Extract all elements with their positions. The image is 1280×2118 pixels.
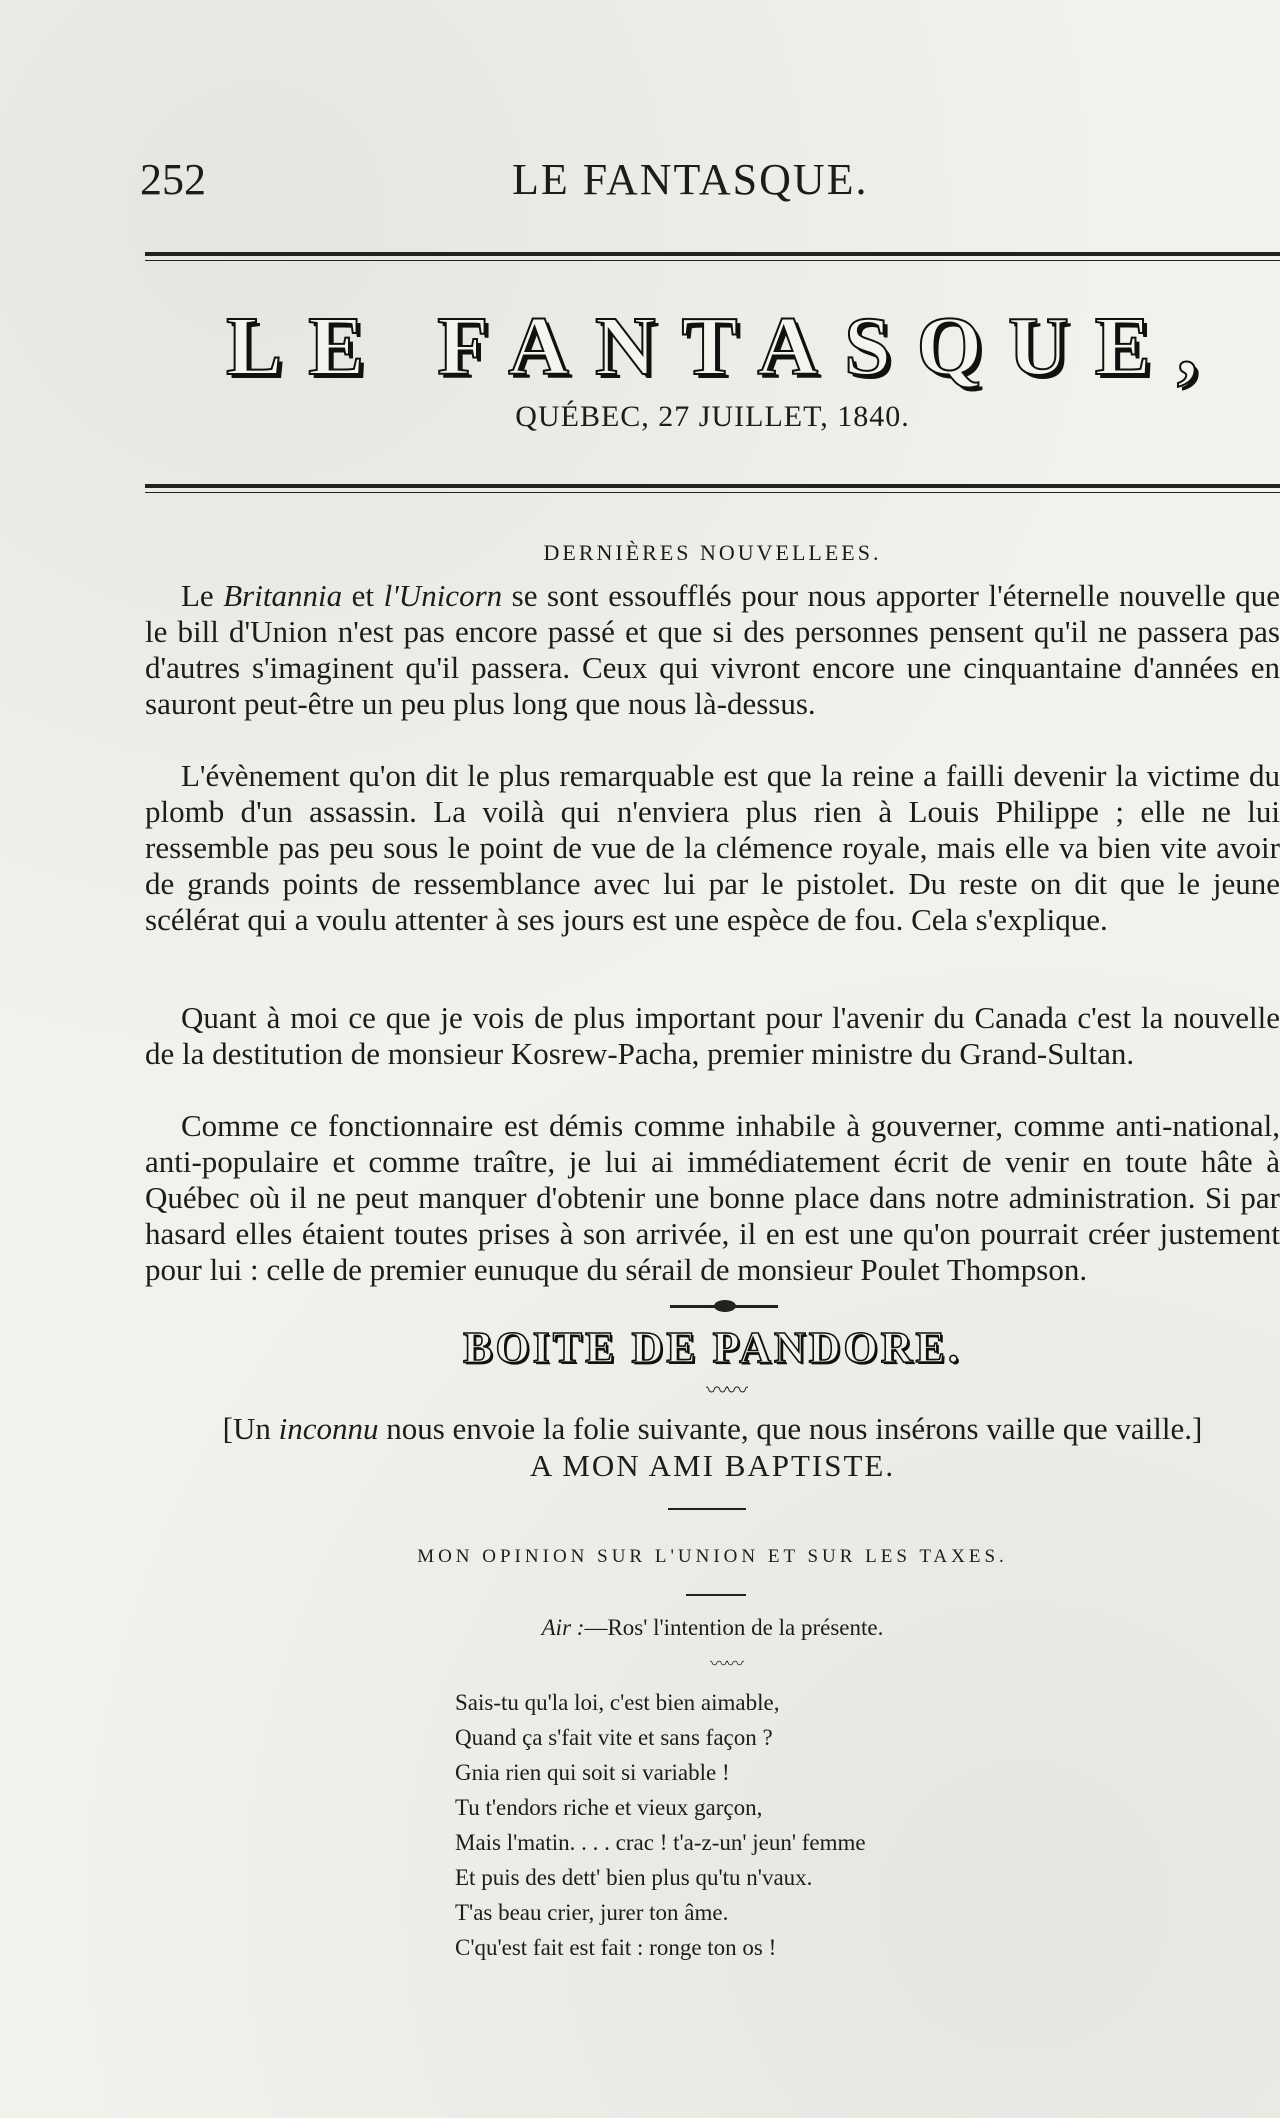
- p3-text: Quant à moi ce que je vois de plus important pour l'avenir du Canada c'est la nouvelle de la destitution de monsieur Kosrew-Pacha, premier ministre du Grand-Sultan.: [145, 1000, 1280, 1071]
- verse-line: Tu t'endors riche et vieux garçon,: [455, 1795, 763, 1820]
- masthead-rule-thin: [145, 492, 1280, 493]
- p1-text-e: se sont essoufflés pour nous apporter l'éternelle nouvelle que le bill d'Union n'est pas encore passé et que si des personnes pensent qu'il ne passera pas d'autres s'imaginent qu'il passera. Ceux qui vivront encore une cinquantaine d'années en sauront peut-être un peu plus long que nous là-dessus.: [145, 578, 1280, 721]
- p1-text-a: Le: [181, 578, 224, 613]
- opinion-heading: MON OPINION SUR L'UNION ET SUR LES TAXES.: [417, 1546, 1008, 1567]
- verse-line: Et puis des dett' bien plus qu'tu n'vaux.: [455, 1865, 813, 1890]
- news-paragraph-4: [145, 1108, 1280, 1288]
- verse: [455, 1685, 866, 1965]
- news-paragraph-1: [145, 578, 1280, 722]
- verse-line: Sais-tu qu'la loi, c'est bien aimable,: [455, 1690, 780, 1715]
- top-rule-thick: [145, 252, 1280, 256]
- top-rule-thin: [145, 260, 1280, 261]
- masthead-title: LE FANTASQUE,: [226, 300, 1224, 393]
- ornament-dot: [714, 1300, 736, 1312]
- p2-text: L'évènement qu'on dit le plus remarquable est que la reine a failli devenir la victime du plomb d'un assassin. La voilà qui n'enviera plus rien à Louis Philippe ; elle ne lui ressemble pas peu sous le point de vue de la clémence royale, mais elle va bien vite avoir de grands points de ressemblance avec lui par le pistolet. Du reste on dit que le jeune scélérat qui a voulu attenter à ses jours est une espèce de fou. Cela s'explique.: [145, 758, 1280, 937]
- air-label: Air :: [541, 1615, 585, 1640]
- news-paragraph-2: [145, 758, 1280, 938]
- air-line: [145, 1615, 1280, 1641]
- dedication: A MON AMI BAPTISTE.: [529, 1448, 896, 1483]
- ship-name-unicorn: l'Unicorn: [383, 578, 503, 613]
- ship-name-britannia: Britannia: [223, 578, 343, 613]
- p1-text-c: et: [342, 578, 384, 613]
- short-rule-2: [686, 1594, 746, 1596]
- squiggle-ornament-small: 〰〰: [710, 1654, 742, 1674]
- intro-text-c: nous envoie la folie suivante, que nous insérons vaille que vaille.]: [378, 1411, 1203, 1446]
- news-paragraph-3: [145, 1000, 1280, 1072]
- verse-line: T'as beau crier, jurer ton âme.: [455, 1900, 729, 1925]
- page-number: 252: [140, 155, 206, 204]
- verse-line: C'qu'est fait est fait : ronge ton os !: [455, 1935, 777, 1960]
- masthead-rule-thick: [145, 484, 1280, 488]
- verse-line: Gnia rien qui soit si variable !: [455, 1760, 730, 1785]
- boite-intro: [145, 1411, 1280, 1447]
- intro-text-a: [Un: [222, 1411, 279, 1446]
- boite-title: BOITE DE PANDORE.: [463, 1323, 962, 1372]
- verse-line: Mais l'matin. . . . crac ! t'a-z-un' jeun' femme: [455, 1830, 866, 1855]
- short-rule-1: [668, 1508, 746, 1510]
- dateline: QUÉBEC, 27 JUILLET, 1840.: [515, 400, 910, 433]
- running-title: LE FANTASQUE.: [512, 155, 869, 204]
- news-heading: DERNIÈRES NOUVELLEES.: [543, 540, 882, 565]
- verse-line: Quand ça s'fait vite et sans façon ?: [455, 1725, 773, 1750]
- p4-text: Comme ce fonctionnaire est démis comme inhabile à gouverner, comme anti-national, anti-populaire et comme traître, je lui ai immédiatement écrit de venir en toute hâte à Québec où il ne peut manquer d'obtenir une bonne place dans notre administration. Si par hasard elles étaient toutes prises à son arrivée, il en est une qu'on pourrait créer justement pour lui : celle de premier eunuque du sérail de monsieur Poulet Thompson.: [145, 1108, 1280, 1287]
- air-text: —Ros' l'intention de la présente.: [584, 1615, 884, 1640]
- squiggle-ornament: 〰〰: [706, 1378, 747, 1403]
- intro-text-b: inconnu: [278, 1411, 379, 1446]
